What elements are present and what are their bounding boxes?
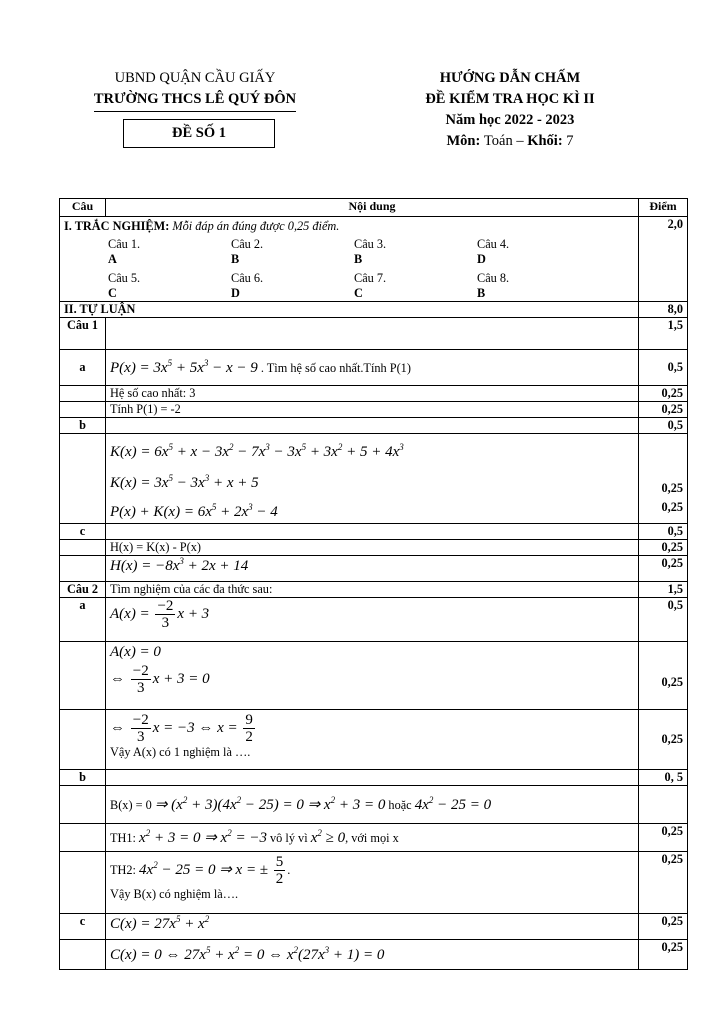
mcq-row-1: Câu 1.A Câu 2.B Câu 3.B Câu 4.D [108,237,510,266]
q1c-result-2-score: 0,25 [639,556,688,582]
part1-row [60,217,688,302]
part2-row [60,302,688,318]
header-right [400,68,620,152]
q1c-score: 0,5 [639,524,688,540]
col-content-header: Nội dung [106,199,639,217]
q2b-th1-score: 0,25 [639,824,688,852]
q1c-r1-row [60,540,688,556]
q1a-result-1-score: 0,25 [639,386,688,402]
part2-title: II. TỰ LUẬN [60,302,639,318]
q1a-r1-row [60,386,688,402]
q2b-th2: TH2: $4x^2 - 25 = 0$ ⇒ x = ± $\frac{5}{2}$ . [110,854,291,887]
q1a-label: a [60,350,106,386]
q1a-text: Tìm hệ số cao nhất.Tính P(1) [266,361,411,375]
q2a-step1-score: 0,25 [639,642,688,710]
exam-title: ĐỀ KIỂM TRA HỌC KÌ II [425,91,595,107]
q2b-th2-score: 0,25 [639,852,688,914]
q1b-score-1: 0,25 [661,481,683,495]
part2-score: 8,0 [639,302,688,318]
q1c-row [60,524,688,540]
mcq-row-2: Câu 5.C Câu 6.D Câu 7.C Câu 8.B [108,271,510,300]
q2a-step1: A(x) = 0 ⇔ $\frac{-2}{3}$ x + 3 = 0 [106,642,639,710]
q2a-row [60,598,688,642]
q2c-formula: $C(x) = 27x^5 + x^2$ [110,914,210,932]
q2b-score: 0, 5 [639,770,688,786]
q2b-row [60,770,688,786]
q2c-step-row [60,940,688,970]
q1a-r2-row [60,402,688,418]
q1c-r2-row [60,556,688,582]
part1-title: I. TRẮC NGHIỆM: [64,219,170,233]
q1a-score: 0,5 [639,350,688,386]
q1a-row: a $P(x) = 3x^5 + 5x^3 - x - 9$ . Tìm hệ số cao nhất.Tính P(1) 0,5 [60,350,688,386]
q1b-score: 0,5 [639,418,688,434]
part1-note: Mỗi đáp án đúng được 0,25 điểm. [172,219,340,233]
q2a-step2: ⇔ $\frac{-2}{3}$ x = −3 ⇔ x = $\frac{9}{2}$ [110,712,253,745]
header-left [70,68,320,112]
q1c-result-1-score: 0,25 [639,540,688,556]
q2b-label: b [60,770,106,786]
q2b-r1-row [60,786,688,824]
q1b-row [60,418,688,434]
q1b-work-row [60,434,688,524]
q2b-th1: TH1: $x^2 + 3 = 0$ ⇒ $x^2 = -3$ vô lý vì $x^2 \ge 0$, với mọi x [106,824,639,852]
q1a-result-1: Hệ số cao nhất: 3 [106,386,639,402]
q2b-step1: B(x) = 0 ⇒ $(x^2 + 3)(4x^2 - 25) = 0$ ⇒ $x^2 + 3 = 0$ hoặc $4x^2 - 25 = 0$ [106,786,639,824]
q2-label: Câu 2 [60,582,106,598]
q2c-row [60,914,688,940]
q2a-conclusion: Vậy A(x) có 1 nghiệm là …. [110,745,251,759]
q2a-step2-row [60,710,688,770]
q1b-label: b [60,418,106,434]
q2c-score-1: 0,25 [639,914,688,940]
q2c-step: C(x) = 0 ⇔ $27x^5 + x^2 = 0$ ⇔ $x^2(27x^3 + 1) = 0$ [110,945,385,963]
grading-table [59,198,688,970]
col-question-header: Câu [60,199,106,217]
q2c-label: c [60,914,106,940]
q2a-score: 0,5 [639,598,688,642]
q1b-formulas: $K(x) = 6x^5 + x - 3x^2 - 7x^3 - 3x^5 + 3x^2 + 5 + 4x^3$ $K(x) = 3x^5 - 3x^3 + x + 5$ $P(x) + K(x) = 6x^5 + 2x^3 - 4$ [106,434,639,524]
q1c-label: c [60,524,106,540]
q1-label: Câu 1 [60,318,106,350]
q1c-result-1: H(x) = K(x) - P(x) [106,540,639,556]
q1a-formula: $P(x) = 3x^5 + 5x^3 - x - 9$ [110,358,258,376]
exam-number-box: ĐỀ SỐ 1 [123,119,275,148]
q2b-th2-row [60,852,688,914]
q2-row [60,582,688,598]
col-score-header: Điểm [639,199,688,217]
q2b-th1-row [60,824,688,852]
q2a-label: a [60,598,106,642]
q2a-step2-score: 0,25 [639,710,688,770]
q2a-formula: A(x) = $\frac{-2}{3}$ x + 3 [110,598,210,631]
doc-title: HƯỚNG DẪN CHẤM [439,70,581,86]
table-header-row [60,199,688,217]
district-name: UBND QUẬN CẦU GIẤY [114,70,276,86]
q2a-step1-row [60,642,688,710]
q2c-score-2: 0,25 [639,940,688,970]
q1c-formula: $H(x) = -8x^3 + 2x + 14$ [110,556,249,574]
q1a-result-2-score: 0,25 [639,402,688,418]
q2b-conclusion: Vậy B(x) có nghiệm là…. [110,887,239,901]
school-year: Năm học 2022 - 2023 [445,112,575,128]
part1-score: 2,0 [639,217,688,302]
q1b-score-2: 0,25 [661,500,683,514]
q2-text: Tìm nghiệm của các đa thức sau: [106,582,639,598]
subject-line: Môn: Toán – Khối: 7 [446,133,574,149]
q1-score: 1,5 [639,318,688,350]
q1-row [60,318,688,350]
q2-score: 1,5 [639,582,688,598]
school-name: TRƯỜNG THCS LÊ QUÝ ĐÔN [94,89,296,112]
q1a-result-2: Tính P(1) = -2 [106,402,639,418]
